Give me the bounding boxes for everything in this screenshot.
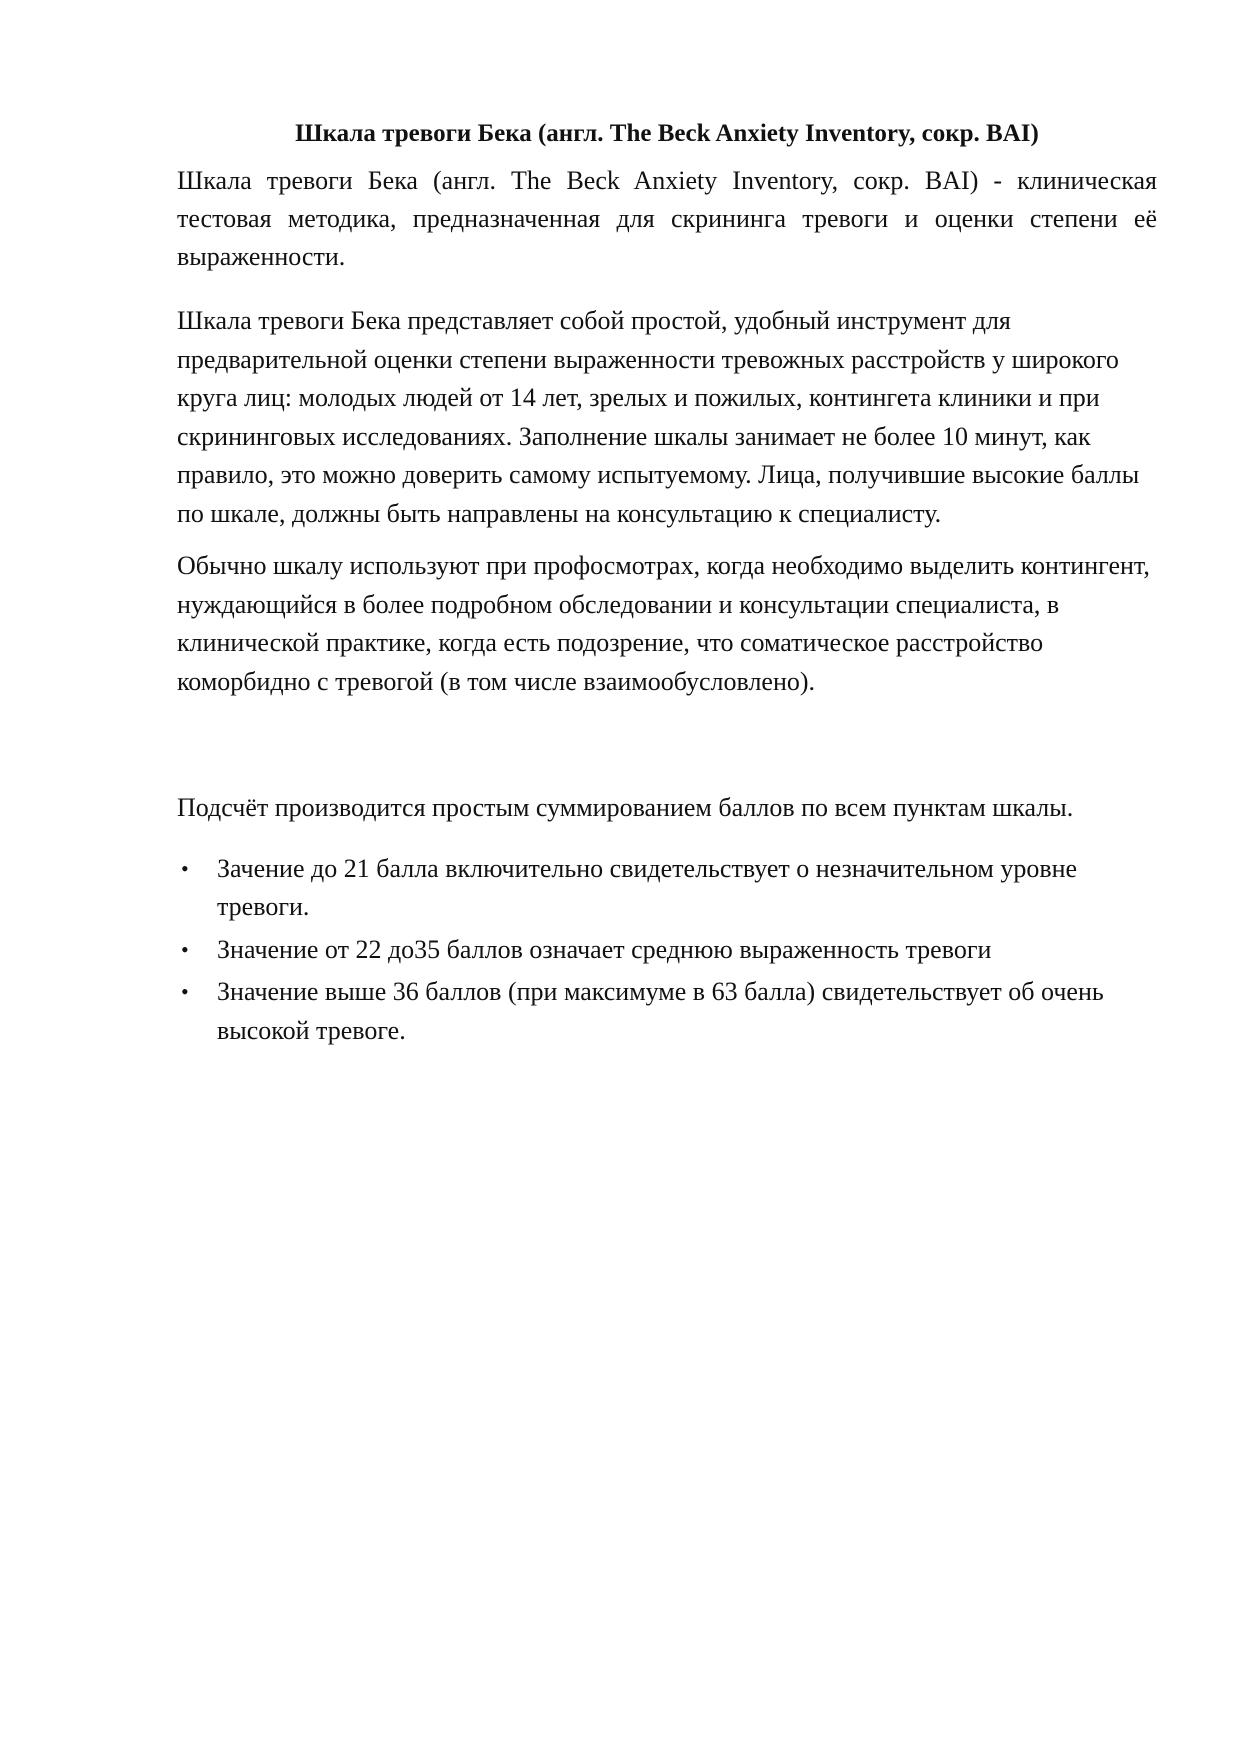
list-item [177,931,1157,970]
list-item-text: Зачение до 21 балла включительно свидетельствует о незначительном уровне тревоги. [217,853,1078,921]
intro-paragraph: Шкала тревоги Бека (англ. The Beck Anxiety Inventory, сокр. BAI) - клиническая тестовая методика, предназначенная для скрининга тревоги и оценки степени её выраженности. [177,166,1157,271]
list-item [177,850,1157,927]
description-paragraph: Шкала тревоги Бека представляет собой простой, удобный инструмент для предварительной оценки степени выраженности тревожных расстройств у широкого круга лиц: молодых людей от 14 лет, зрелых и пожилых, контингета клиники и при скрининговых исследованиях. Заполнение шкалы занимает не более 10 минут, как правило, это можно доверить самому испытуемому. Лица, получившие высокие баллы по шкале, должны быть направлены на консультацию к специалисту. [177,306,1140,528]
list-item [177,973,1157,1050]
bullet-icon: • [181,979,189,1004]
bullet-icon: • [181,936,189,962]
list-item-text: Значение от 22 до35 баллов означает среднюю выраженность тревоги [217,934,992,964]
usage-paragraph: Обычно шкалу используют при профосмотрах, когда необходимо выделить контингент, нуждающийся в более подробном обследовании и консультации специалиста, в клинической практике, когда есть подозрение, что соматическое расстройство коморбидно с тревогой (в том числе взаимообусловлено). [177,551,1150,696]
scoring-paragraph: Подсчёт производится простым суммированием баллов по всем пунктам шкалы. [177,793,1074,822]
document-content [177,118,1157,1054]
bullet-icon: • [181,855,189,881]
list-item-text: Значение выше 36 баллов (при максимуме в 63 балла) свидетельствует об очень высокой тревоге. [217,977,1104,1045]
score-interpretation-list [177,850,1157,1051]
spacer [177,715,1157,789]
document-title: Шкала тревоги Бека (англ. The Beck Anxiety Inventory, сокр. BAI) [295,120,1039,147]
